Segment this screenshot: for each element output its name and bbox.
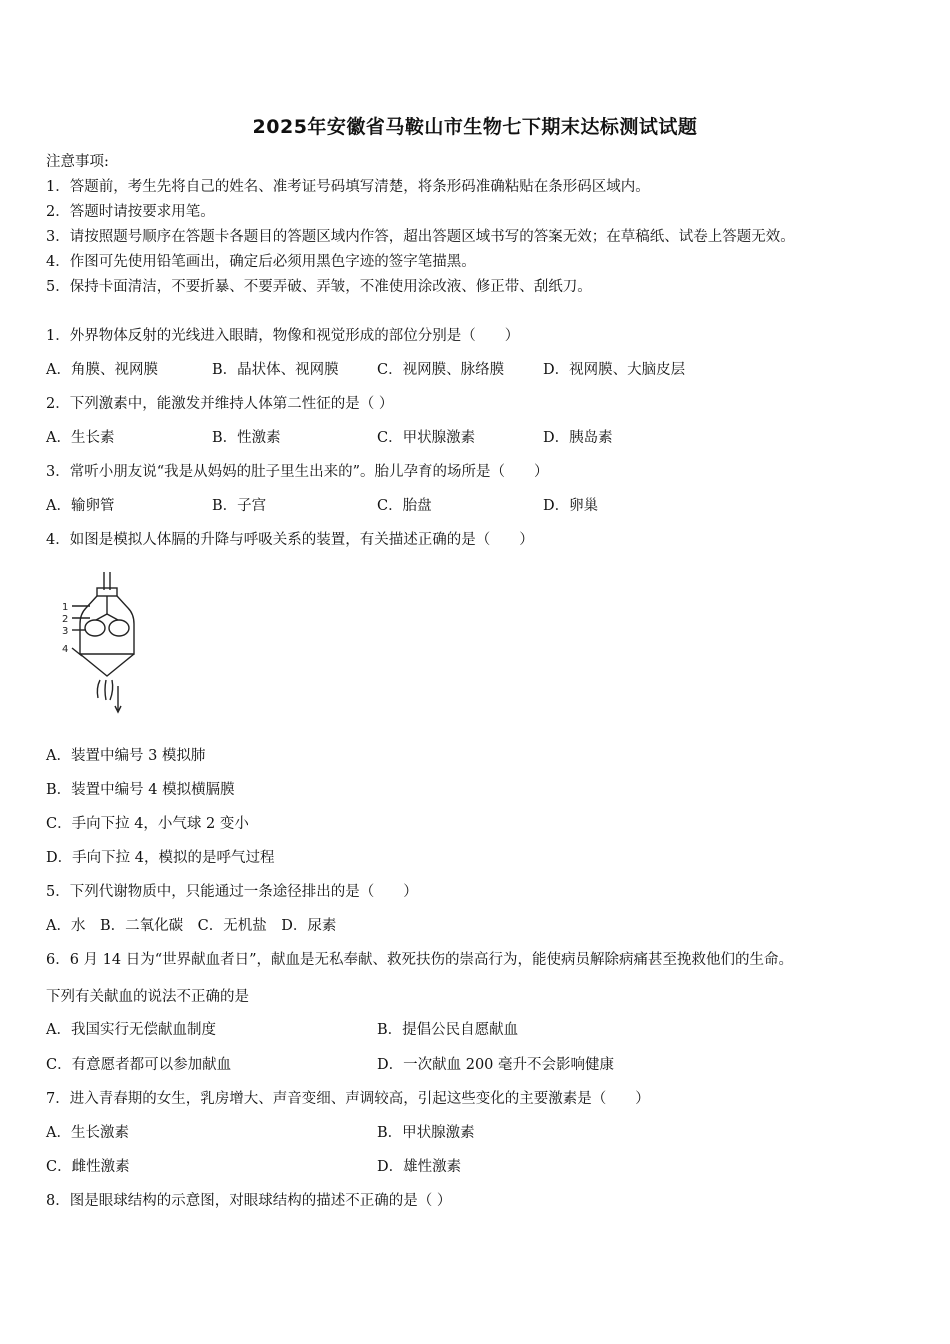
notice-item: 2．答题时请按要求用笔。 xyxy=(46,204,215,220)
option-c: C．视网膜、脉络膜 xyxy=(377,362,505,378)
option-d: D．胰岛素 xyxy=(543,430,613,446)
label-3: 3 xyxy=(62,626,69,637)
option-b: B．甲状腺激素 xyxy=(377,1125,475,1141)
option-b: B．提倡公民自愿献血 xyxy=(377,1022,519,1038)
rubber-membrane xyxy=(80,654,134,676)
option-c: C．甲状腺激素 xyxy=(377,430,476,446)
stopper xyxy=(97,588,117,596)
option-b: B．性激素 xyxy=(212,430,281,446)
option-c: C．雌性激素 xyxy=(46,1159,130,1175)
notice-item: 5．保持卡面清洁，不要折暴、不要弄破、弄皱，不准使用涂改液、修正带、刮纸刀。 xyxy=(46,279,592,295)
y-tube xyxy=(107,614,118,620)
balloon-left xyxy=(85,620,105,636)
diaphragm-model-figure xyxy=(60,568,150,718)
question-stem: 8．图是眼球结构的示意图，对眼球结构的描述不正确的是（ ） xyxy=(46,1193,452,1209)
option-a: A．生长素 xyxy=(46,430,115,446)
option-d: D．雄性激素 xyxy=(377,1159,462,1175)
question-stem: 6．6 月 14 日为“世界献血者日”，献血是无私奉献、救死扶伤的崇高行为，能使病员解除病痛甚至挽救他们的生命。 xyxy=(46,952,794,968)
option-a: A．角膜、视网膜 xyxy=(46,362,158,378)
balloon-right xyxy=(109,620,129,636)
option-c: C．有意愿者都可以参加献血 xyxy=(46,1057,232,1073)
option-a: A．输卵管 xyxy=(46,498,115,514)
option-a: A．我国实行无偿献血制度 xyxy=(46,1022,216,1038)
option-d: D．视网膜、大脑皮层 xyxy=(543,362,686,378)
label-1: 1 xyxy=(62,602,69,613)
option-b: B．晶状体、视网膜 xyxy=(212,362,339,378)
question-stem: 4．如图是模拟人体膈的升降与呼吸关系的装置，有关描述正确的是（ ） xyxy=(46,532,534,548)
hand xyxy=(97,680,112,700)
notice-item: 3．请按照题号顺序在答题卡各题目的答题区域内作答，超出答题区域书写的答案无效；在草稿纸、试卷上答题无效。 xyxy=(46,229,795,245)
option-b: B．装置中编号 4 模拟横膈膜 xyxy=(46,782,235,798)
options-inline: A．水 B．二氧化碳 C．无机盐 D．尿素 xyxy=(46,918,337,934)
question-stem: 3．常听小朋友说“我是从妈妈的肚子里生出来的”。胎儿孕育的场所是（ ） xyxy=(46,464,549,480)
label-4: 4 xyxy=(62,644,69,655)
option-c: C．手向下拉 4，小气球 2 变小 xyxy=(46,816,249,832)
notice-item: 1．答题前，考生先将自己的姓名、准考证号码填写清楚，将条形码准确粘贴在条形码区域内。 xyxy=(46,179,650,195)
question-stem: 7．进入青春期的女生，乳房增大、声音变细、声调较高，引起这些变化的主要激素是（ ） xyxy=(46,1091,650,1107)
page-title: 2025年安徽省马鞍山市生物七下期末达标测试试题 xyxy=(252,116,698,138)
notice-item: 4．作图可先使用铅笔画出，确定后必须用黑色字迹的签字笔描黑。 xyxy=(46,254,476,270)
notice-heading: 注意事项: xyxy=(46,154,109,170)
question-stem: 2．下列激素中，能激发并维持人体第二性征的是（ ） xyxy=(46,396,394,412)
y-tube xyxy=(96,614,107,620)
option-c: C．胎盘 xyxy=(377,498,432,514)
question-stem: 5．下列代谢物质中，只能通过一条途径排出的是（ ） xyxy=(46,884,418,900)
option-a: A．生长激素 xyxy=(46,1125,129,1141)
option-d: D．一次献血 200 毫升不会影响健康 xyxy=(377,1057,615,1073)
option-a: A．装置中编号 3 模拟肺 xyxy=(46,748,206,764)
option-d: D．卵巢 xyxy=(543,498,599,514)
question-stem-continued: 下列有关献血的说法不正确的是 xyxy=(46,989,249,1005)
option-d: D．手向下拉 4，模拟的是呼气过程 xyxy=(46,850,275,866)
label-2: 2 xyxy=(62,614,69,625)
question-stem: 1．外界物体反射的光线进入眼睛，物像和视觉形成的部位分别是（ ） xyxy=(46,328,520,344)
option-b: B．子宫 xyxy=(212,498,267,514)
